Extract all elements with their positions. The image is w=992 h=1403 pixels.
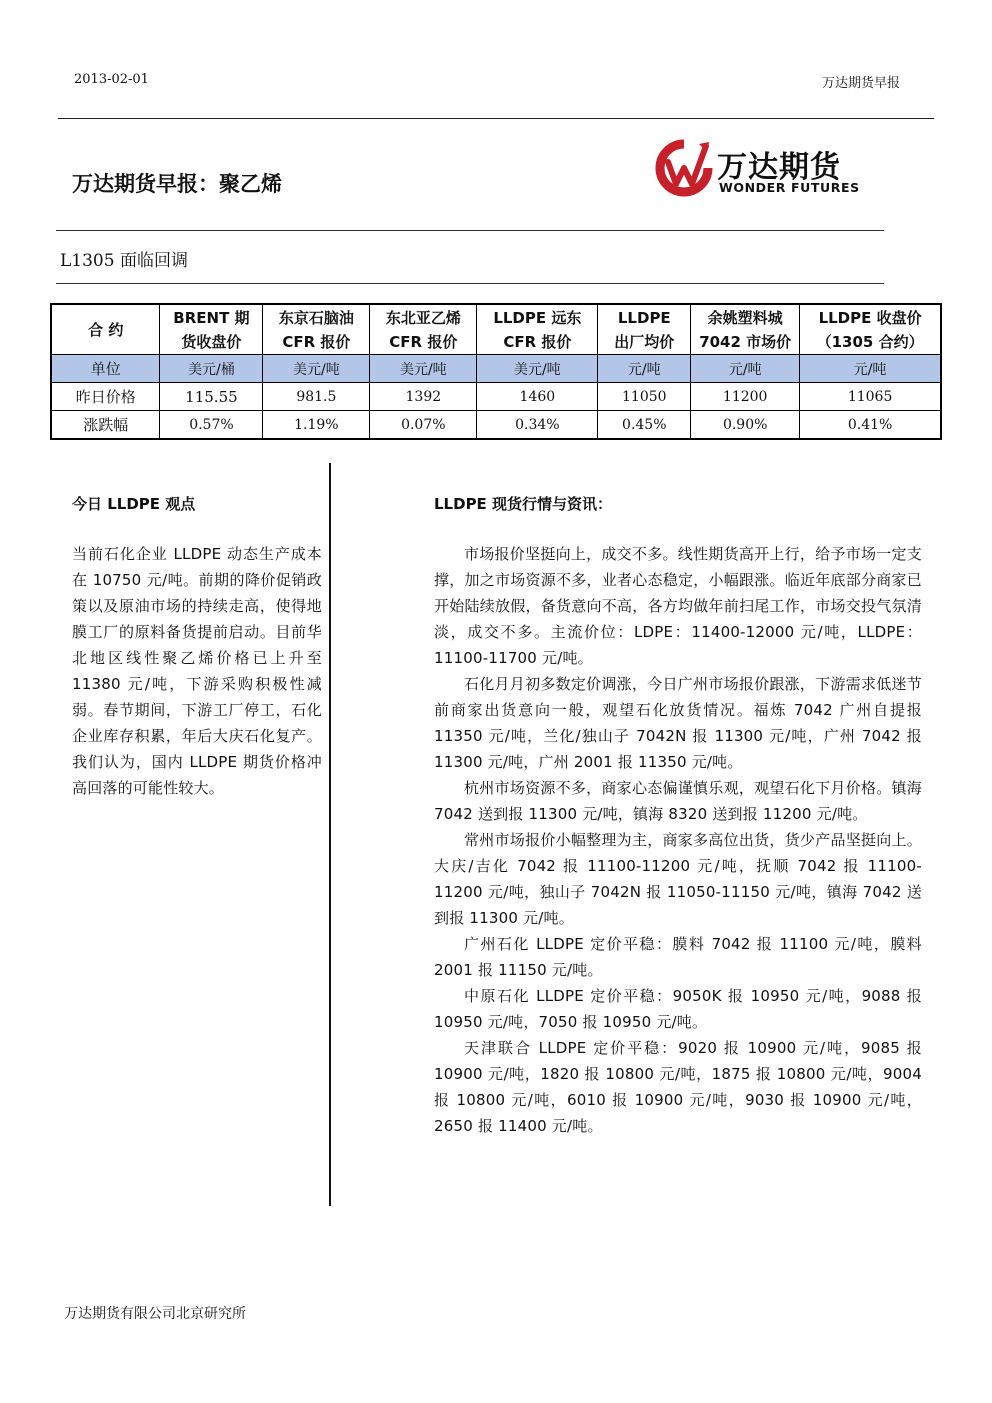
subtitle-divider xyxy=(56,283,884,284)
table-cell: 元/吨 xyxy=(800,355,941,383)
right-column-body xyxy=(434,541,922,1139)
left-column-body: 当前石化企业 LLDPE 动态生产成本在 10750 元/吨。前期的降价促销政策以及原油市场的持续走高，使得地膜工厂的原料备货提前启动。目前华北地区线性聚乙烯价格已上升至 11380 元/吨，下游采购积极性减弱。春节期间，下游工厂停工，石化企业库存积累，年后大庆石化复产。我们认为，国内 LLDPE 期货价格冲高回落的可能性较大。 xyxy=(72,545,322,797)
table-cell: 0.34% xyxy=(477,411,598,440)
news-paragraph: 天津联合 LLDPE 定价平稳：9020 报 10900 元/吨，9085 报 10900 元/吨，1820 报 10800 元/吨，1875 报 10800 元/吨，9004 报 10800 元/吨，6010 报 10900 元/吨，9030 报 10900 元/吨，2650 报 11400 元/吨。 xyxy=(434,1039,922,1135)
table-cell: 11065 xyxy=(800,383,941,411)
table-cell: 981.5 xyxy=(263,383,370,411)
table-cell: 美元/吨 xyxy=(370,355,477,383)
table-cell: 涨跌幅 xyxy=(51,411,160,440)
header-cell: 东京石脑油 CFR 报价 xyxy=(263,304,370,355)
table-cell: 0.41% xyxy=(800,411,941,440)
table-cell: 单位 xyxy=(51,355,160,383)
column-divider xyxy=(329,463,331,1206)
news-paragraph: 中原石化 LLDPE 定价平稳：9050K 报 10950 元/吨，9088 报 10950 元/吨，7050 报 10950 元/吨。 xyxy=(434,987,922,1031)
header-cell: BRENT 期 货收盘价 xyxy=(160,304,263,355)
table-cell: 美元/吨 xyxy=(477,355,598,383)
table-cell: 1460 xyxy=(477,383,598,411)
table-cell: 元/吨 xyxy=(598,355,691,383)
table-cell: 0.45% xyxy=(598,411,691,440)
table-row-units xyxy=(51,355,941,383)
header-cell: LLDPE 收盘价 （1305 合约） xyxy=(800,304,941,355)
header-cell: 余姚塑料城 7042 市场价 xyxy=(691,304,800,355)
table-cell: 昨日价格 xyxy=(51,383,160,411)
news-paragraph: 杭州市场资源不多，商家心态偏谨慎乐观，观望石化下月价格。镇海 7042 送到报 11300 元/吨，镇海 8320 送到报 11200 元/吨。 xyxy=(434,779,922,823)
table-cell: 11050 xyxy=(598,383,691,411)
table-cell: 1.19% xyxy=(263,411,370,440)
table-cell: 1392 xyxy=(370,383,477,411)
header-divider xyxy=(58,118,934,119)
footer-text: 万达期货有限公司北京研究所 xyxy=(64,1306,246,1322)
header-cell: 合 约 xyxy=(51,304,160,355)
logo-mark-icon xyxy=(655,138,713,200)
table-cell: 115.55 xyxy=(160,383,263,411)
table-row-changes xyxy=(51,411,941,440)
title-divider xyxy=(56,230,884,231)
header-cell: LLDPE 远东 CFR 报价 xyxy=(477,304,598,355)
left-column-heading: 今日 LLDPE 观点 xyxy=(72,495,196,513)
report-date: 2013-02-01 xyxy=(74,72,149,87)
news-paragraph: 石化月月初多数定价调涨，今日广州市场报价跟涨，下游需求低迷节前商家出货意向一般，观望石化放货情况。福炼 7042 广州自提报 11350 元/吨，兰化/独山子 7042N 报 11300 元/吨，广州 7042 报 11300 元/吨，广州 2001 报 11350 元/吨。 xyxy=(434,675,922,771)
table-cell: 美元/桶 xyxy=(160,355,263,383)
publication-name: 万达期货早报 xyxy=(821,76,900,91)
table-cell: 11200 xyxy=(691,383,800,411)
table-row-prices xyxy=(51,383,941,411)
news-paragraph: 广州石化 LLDPE 定价平稳：膜料 7042 报 11100 元/吨，膜料 2001 报 11150 元/吨。 xyxy=(434,935,922,979)
table-cell: 0.90% xyxy=(691,411,800,440)
table-cell: 美元/吨 xyxy=(263,355,370,383)
table-header-row xyxy=(51,304,941,355)
table-cell: 0.57% xyxy=(160,411,263,440)
price-table xyxy=(50,303,942,440)
header-cell: 东北亚乙烯 CFR 报价 xyxy=(370,304,477,355)
page-title: 万达期货早报：聚乙烯 xyxy=(72,172,282,196)
wonder-futures-logo xyxy=(655,138,860,200)
logo-en-text: WONDER FUTURES xyxy=(719,180,860,195)
news-paragraph: 市场报价坚挺向上，成交不多。线性期货高开上行，给予市场一定支撑，加之市场资源不多，业者心态稳定，小幅跟涨。临近年底部分商家已开始陆续放假，备货意向不高，各方均做年前扫尾工作，市场交投气氛清淡，成交不多。主流价位：LDPE：11400-12000 元/吨，LLDPE：11100-11700 元/吨。 xyxy=(434,545,922,667)
header-cell: LLDPE 出厂均价 xyxy=(598,304,691,355)
report-subtitle: L1305 面临回调 xyxy=(60,251,188,271)
table-cell: 0.07% xyxy=(370,411,477,440)
news-paragraph: 常州市场报价小幅整理为主，商家多高位出货，货少产品坚挺向上。大庆/吉化 7042 报 11100-11200 元/吨，抚顺 7042 报 11100-11200 元/吨，独山子 7042N 报 11050-11150 元/吨，镇海 7042 送到报 11300 元/吨。 xyxy=(434,831,922,927)
right-column-heading: LLDPE 现货行情与资讯： xyxy=(434,495,613,513)
logo-cn-text: 万达期货 xyxy=(717,150,841,185)
table-cell: 元/吨 xyxy=(691,355,800,383)
